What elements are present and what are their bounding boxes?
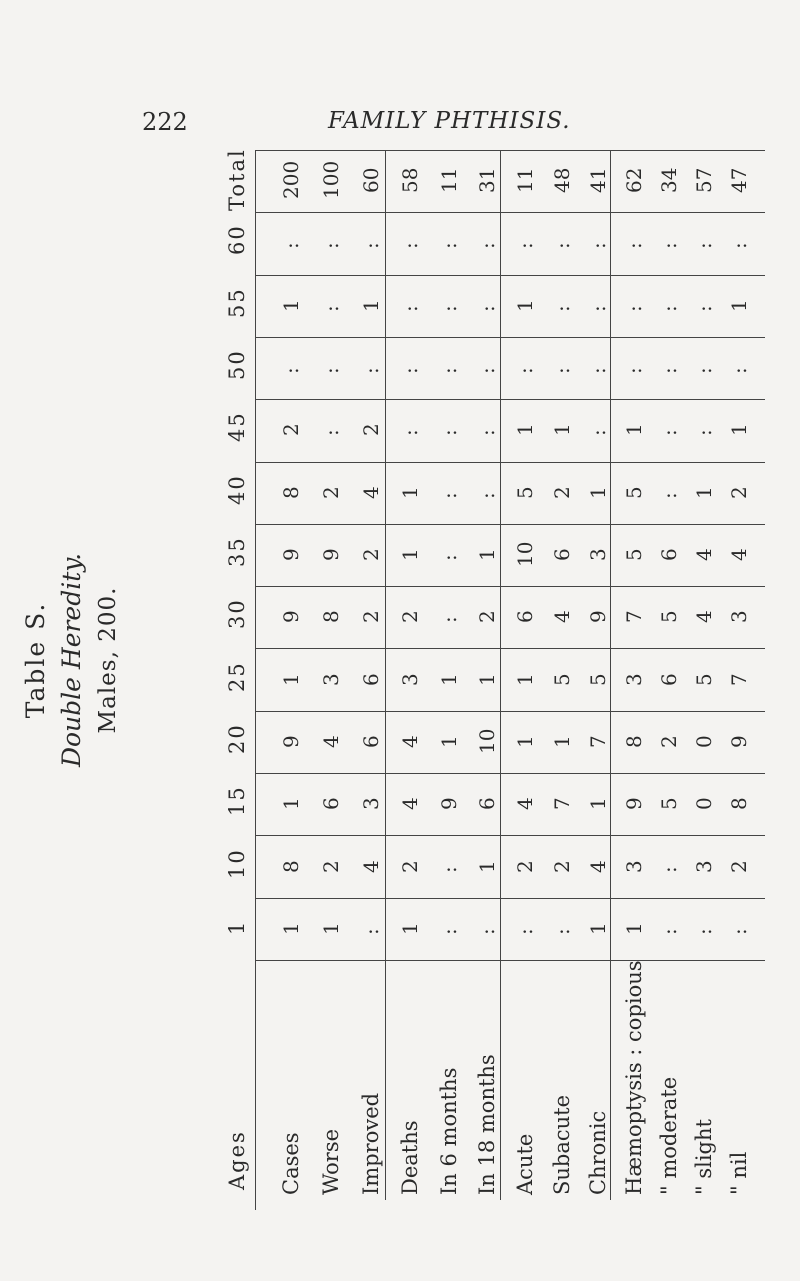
table-cell: : — [436, 367, 461, 375]
table-cell: : — [359, 242, 383, 250]
table-cell: 4 — [398, 735, 423, 748]
table-cell: 7 — [727, 672, 752, 686]
table-cell: : — [657, 928, 682, 935]
table-cell: : — [727, 928, 752, 935]
table-rule — [255, 711, 765, 712]
table-cell: 2 — [475, 610, 500, 624]
row-label: Improved — [359, 1092, 383, 1195]
table-cell: 3 — [319, 672, 343, 686]
table-rule — [385, 150, 386, 1200]
table-cell: 100 — [319, 160, 343, 200]
table-cell: 4 — [359, 859, 383, 873]
table-cell: 4 — [398, 797, 423, 811]
table-rule — [610, 150, 611, 1200]
table-cell: 2 — [512, 859, 537, 873]
table-cell: : — [586, 305, 611, 312]
table-cell: 1 — [622, 423, 647, 437]
table-cell: 2 — [398, 859, 423, 873]
row-label: Deaths — [398, 1120, 423, 1195]
table-cell: 47 — [727, 167, 752, 194]
table-cell: 4 — [692, 548, 717, 561]
table-cell: : — [436, 305, 461, 312]
table-cell: 3 — [359, 797, 383, 811]
table-cell: 1 — [279, 797, 303, 811]
table-cell: 1 — [512, 423, 537, 437]
table-cell: 3 — [692, 859, 717, 873]
table-cell: 6 — [475, 797, 500, 811]
table-cell: 5 — [512, 485, 537, 499]
table-cell: 9 — [279, 548, 303, 561]
caption-title: Table S. — [21, 601, 50, 719]
column-header-55: 55 — [225, 287, 249, 318]
table-cell: 1 — [319, 922, 343, 935]
table-cell: 2 — [549, 485, 574, 499]
table-cell: 1 — [398, 922, 423, 935]
table-cell: : — [622, 242, 647, 250]
table-rule — [255, 898, 765, 899]
table-cell: : — [692, 429, 717, 437]
table-cell: 1 — [586, 797, 611, 811]
row-label: Cases — [279, 1132, 303, 1195]
caption-males: Males, 200. — [95, 586, 121, 734]
table-cell: 9 — [279, 735, 303, 748]
table-cell: 3 — [398, 672, 423, 686]
column-header-25: 25 — [225, 660, 249, 692]
table-cell: 2 — [657, 735, 682, 748]
table-cell: : — [319, 367, 343, 375]
table-cell: 4 — [319, 735, 343, 748]
table-cell: 1 — [622, 922, 647, 935]
table-cell: 11 — [436, 167, 461, 194]
table-cell: 5 — [657, 797, 682, 811]
table-cell: 1 — [586, 922, 611, 935]
table-cell: : — [692, 305, 717, 312]
table-cell: 6 — [359, 735, 383, 748]
table-cell: 34 — [657, 167, 682, 194]
column-header-30: 30 — [225, 598, 249, 630]
table-cell: 5 — [692, 672, 717, 686]
table-cell: 3 — [622, 859, 647, 873]
table-cell: 5 — [622, 485, 647, 499]
row-label: In 18 months — [475, 1054, 500, 1195]
table-cell: 1 — [475, 548, 500, 561]
table-cell: : — [512, 928, 537, 935]
table-cell: 2 — [359, 423, 383, 437]
table-cell: : — [475, 242, 500, 250]
table-cell: 6 — [657, 672, 682, 686]
column-header-ages: Ages — [225, 1130, 249, 1190]
table-cell: 2 — [359, 610, 383, 624]
table-cell: 6 — [359, 672, 383, 686]
table-cell: : — [727, 367, 752, 375]
table-cell: : — [657, 367, 682, 375]
table-cell: 5 — [549, 672, 574, 686]
column-header-40: 40 — [225, 473, 249, 505]
row-label: Hæmoptysis : copious — [622, 960, 647, 1195]
table-cell: 31 — [475, 167, 500, 194]
table-cell: 1 — [512, 299, 537, 312]
column-header-20: 20 — [225, 723, 249, 754]
table-cell: : — [692, 242, 717, 250]
table-cell: 9 — [279, 610, 303, 624]
table-cell: : — [475, 367, 500, 375]
table-cell: 11 — [512, 167, 537, 194]
table-rule — [255, 150, 256, 1210]
table-cell: 7 — [549, 797, 574, 811]
caption-subtitle: Double Heredity. — [57, 552, 86, 768]
table-cell: 60 — [359, 167, 383, 194]
table-cell: : — [692, 928, 717, 935]
table-cell: 1 — [727, 423, 752, 437]
column-header-15: 15 — [225, 785, 249, 817]
row-label: Subacute — [549, 1094, 574, 1195]
table-cell: : — [727, 242, 752, 250]
table-cell: : — [549, 367, 574, 375]
table-cell: : — [512, 242, 537, 250]
table-cell: 7 — [622, 610, 647, 624]
table-cell: : — [398, 429, 423, 437]
table-cell: : — [586, 429, 611, 437]
table-rule — [500, 150, 501, 1200]
table-cell: 8 — [622, 735, 647, 748]
table-cell: 3 — [727, 610, 752, 624]
column-header-45: 45 — [225, 411, 249, 443]
table-cell: : — [279, 242, 303, 250]
table-cell: 6 — [512, 610, 537, 624]
table-cell: 1 — [398, 548, 423, 561]
table-cell: 200 — [279, 160, 303, 200]
table-cell: 2 — [319, 859, 343, 873]
column-header-60: 60 — [225, 224, 249, 256]
row-label: " slight — [692, 1119, 717, 1195]
table-cell: : — [475, 429, 500, 437]
table-rule — [255, 773, 765, 774]
table-cell: 1 — [398, 485, 423, 499]
table-cell: 1 — [549, 735, 574, 748]
table-cell: 8 — [279, 485, 303, 499]
row-label: Worse — [319, 1128, 343, 1195]
table-cell: : — [586, 242, 611, 250]
table-rule — [255, 835, 765, 836]
table-rule — [255, 275, 765, 276]
table-cell: 1 — [549, 423, 574, 437]
table-cell: 3 — [586, 548, 611, 561]
row-label: " moderate — [657, 1076, 682, 1195]
table-rule — [255, 399, 765, 400]
row-label: In 6 months — [436, 1067, 461, 1195]
table-cell: 10 — [475, 728, 500, 754]
table-rule — [255, 524, 765, 525]
table-cell: 5 — [586, 672, 611, 686]
table-cell: : — [398, 367, 423, 375]
table-rule — [255, 586, 765, 587]
table-cell: : — [692, 367, 717, 375]
table-cell: 41 — [586, 167, 611, 194]
table-cell: 57 — [692, 167, 717, 194]
table-cell: : — [622, 367, 647, 375]
table-cell: : — [436, 242, 461, 250]
table-cell: 9 — [436, 797, 461, 811]
table-rule — [255, 212, 765, 213]
table-cell: 1 — [279, 672, 303, 686]
table-cell: : — [475, 928, 500, 935]
table-cell: 4 — [727, 548, 752, 561]
table-cell: : — [359, 367, 383, 375]
table-cell: : — [475, 305, 500, 312]
table-cell: 1 — [475, 859, 500, 873]
row-label: Chronic — [586, 1110, 611, 1195]
table-rule — [255, 960, 765, 961]
table-cell: : — [436, 554, 461, 561]
table-cell: 4 — [359, 485, 383, 499]
table-cell: 6 — [319, 797, 343, 811]
table-cell: 9 — [319, 548, 343, 561]
table-cell: : — [398, 242, 423, 250]
column-header-50: 50 — [225, 349, 249, 381]
table-cell: : — [657, 305, 682, 312]
column-header-10: 10 — [225, 847, 249, 879]
running-head: FAMILY PHTHISIS. — [328, 108, 571, 134]
row-label: " nil — [727, 1151, 752, 1195]
column-header-1: 1 — [225, 919, 249, 935]
table-cell: : — [319, 242, 343, 250]
table-cell: 2 — [279, 423, 303, 437]
rotated-table — [225, 148, 765, 1210]
table-rule — [255, 337, 765, 338]
table-rule — [255, 150, 765, 151]
table-cell: : — [657, 491, 682, 499]
table-cell: 6 — [549, 548, 574, 561]
table-cell: 2 — [359, 548, 383, 561]
table-cell: : — [549, 928, 574, 935]
table-cell: 58 — [398, 167, 423, 194]
table-cell: 8 — [727, 797, 752, 811]
table-cell: : — [436, 491, 461, 499]
table-cell: 0 — [692, 735, 717, 748]
table-cell: : — [622, 305, 647, 312]
table-cell: : — [279, 367, 303, 375]
table-cell: 2 — [319, 485, 343, 499]
table-cell: 1 — [436, 672, 461, 686]
table-cell: : — [549, 242, 574, 250]
table-cell: : — [436, 429, 461, 437]
table-cell: 1 — [279, 922, 303, 935]
table-cell: 1 — [279, 299, 303, 312]
table-cell: 3 — [622, 672, 647, 686]
table-cell: 10 — [512, 541, 537, 567]
table-cell: 8 — [279, 859, 303, 873]
table-cell: 9 — [586, 610, 611, 624]
table-cell: : — [436, 928, 461, 935]
table-cell: 2 — [398, 610, 423, 624]
table-cell: : — [512, 367, 537, 375]
table-cell: : — [319, 429, 343, 437]
table-cell: 4 — [549, 610, 574, 624]
table-cell: 9 — [622, 797, 647, 811]
table-cell: : — [475, 491, 500, 499]
table-cell: : — [359, 928, 383, 935]
table-cell: 4 — [692, 610, 717, 624]
table-cell: 1 — [512, 735, 537, 748]
table-cell: 1 — [512, 672, 537, 686]
table-cell: : — [657, 429, 682, 437]
table-cell: 1 — [692, 485, 717, 499]
table-cell: 48 — [549, 167, 574, 194]
table-cell: : — [436, 616, 461, 624]
table-cell: : — [319, 305, 343, 312]
table-cell: 1 — [436, 735, 461, 748]
table-cell: 5 — [657, 610, 682, 624]
column-header-total: Total — [225, 148, 249, 212]
table-cell: : — [657, 865, 682, 873]
table-cell: 1 — [727, 299, 752, 312]
table-cell: 1 — [359, 299, 383, 312]
table-cell: : — [436, 865, 461, 873]
table-cell: : — [586, 367, 611, 375]
table-cell: 6 — [657, 548, 682, 561]
table-cell: 1 — [586, 485, 611, 499]
table-cell: : — [398, 305, 423, 312]
column-header-35: 35 — [225, 536, 249, 567]
table-cell: 0 — [692, 797, 717, 811]
table-cell: : — [549, 305, 574, 312]
table-rule — [255, 648, 765, 649]
table-cell: 4 — [512, 797, 537, 811]
table-cell: 4 — [586, 859, 611, 873]
table-cell: 2 — [727, 859, 752, 873]
table-cell: 62 — [622, 167, 647, 194]
table-cell: 2 — [549, 859, 574, 873]
table-cell: 8 — [319, 610, 343, 624]
table-cell: 9 — [727, 735, 752, 748]
row-label: Acute — [512, 1133, 537, 1195]
table-rule — [255, 462, 765, 463]
table-cell: : — [657, 242, 682, 250]
table-cell: 5 — [622, 548, 647, 561]
page-number: 222 — [142, 108, 188, 136]
table-cell: 1 — [475, 672, 500, 686]
table-cell: 2 — [727, 485, 752, 499]
table-cell: 7 — [586, 735, 611, 748]
